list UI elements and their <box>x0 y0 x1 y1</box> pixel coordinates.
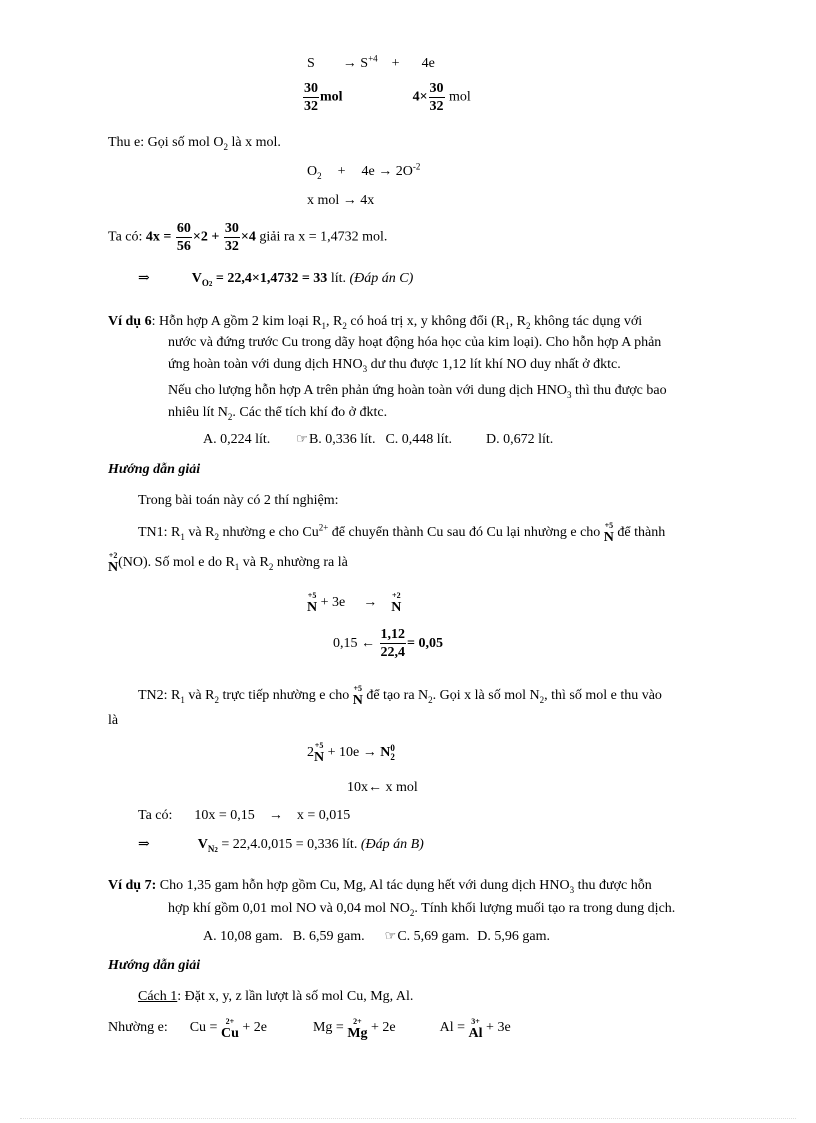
option-b: B. 6,59 gam. <box>292 929 365 944</box>
arrow: ← <box>361 636 375 651</box>
text: + <box>391 56 400 71</box>
text: Ta có: <box>108 229 143 245</box>
oxidation-number: +5 <box>604 521 614 530</box>
subscript: 2 <box>223 141 228 152</box>
subscript: 2 <box>428 694 433 705</box>
equation-electron-donation <box>108 1014 511 1042</box>
text: TN2: R <box>138 688 181 703</box>
text: 4× <box>412 89 428 105</box>
text: 10x <box>347 780 368 795</box>
element-symbol: N <box>307 600 318 615</box>
oxidation-number: 3+ <box>471 1017 480 1026</box>
oxidation-symbol <box>391 592 401 616</box>
text: , R <box>326 314 343 329</box>
answer-label: (Đáp án B) <box>360 837 424 852</box>
text: ×4 <box>240 229 256 245</box>
text: và R <box>184 688 215 703</box>
subscript: 2 <box>526 320 531 331</box>
text: x mol <box>307 193 340 208</box>
text: để tạo ra N <box>362 688 429 703</box>
oxidation-symbol <box>604 522 614 546</box>
denominator: 32 <box>304 99 318 114</box>
arrow: → <box>362 745 377 760</box>
paragraph-two-experiments: Trong bài toán này có 2 thí nghiệm: <box>138 493 339 508</box>
arrow: → <box>378 164 393 179</box>
text: mol <box>449 89 471 105</box>
pointing-hand-icon: ☞ <box>296 431 308 446</box>
oxidation-symbol <box>353 685 363 709</box>
example-6-line-5 <box>168 404 387 422</box>
text: thu được hỗn <box>574 878 652 893</box>
oxidation-symbol <box>307 592 317 616</box>
option-d: D. 0,672 lít. <box>485 432 554 447</box>
text: 4e <box>421 56 435 71</box>
element-symbol: N <box>391 600 402 615</box>
text: = 22,4.0,015 = 0,336 lít. <box>217 837 361 852</box>
oxidation-number: +5 <box>314 741 324 750</box>
equation-balance <box>108 220 387 255</box>
text: giải ra x = 1,4732 mol. <box>255 229 388 245</box>
arrow: → <box>363 595 378 610</box>
element-symbol: N <box>108 560 119 575</box>
text: Mg = <box>312 1020 344 1035</box>
element-symbol: Mg <box>347 1026 368 1041</box>
text: 2 <box>214 845 218 854</box>
text: + 3e <box>317 595 346 610</box>
element-symbol: N <box>352 693 363 708</box>
text: Nếu cho lượng hỗn hợp A trên phản ứng hoàn toàn với dung dịch HNO <box>168 383 567 398</box>
oxidation-number: +2 <box>108 551 118 560</box>
pointing-hand-icon: ☞ <box>384 928 397 943</box>
arrow: → <box>268 808 283 823</box>
result-volume-o2 <box>138 270 413 288</box>
text: = 22,4×1,4732 = 33 <box>212 271 328 286</box>
fraction <box>224 220 240 255</box>
element-symbol: Cu <box>220 1026 239 1041</box>
subscript: 3 <box>569 884 575 895</box>
subscript <box>208 844 218 854</box>
superscript: -2 <box>412 161 421 172</box>
text: là x mol. <box>228 135 281 150</box>
oxidation-symbol <box>469 1018 483 1042</box>
paragraph-tn1-line-2 <box>108 550 348 576</box>
text: N <box>380 745 391 760</box>
denominator: 32 <box>429 99 444 114</box>
option-b: B. 0,336 lít. <box>308 432 376 447</box>
text: . Tính khối lượng muối tạo ra trong dung dịch. <box>414 901 676 916</box>
subscript: 1 <box>180 531 185 542</box>
text: có hoá trị x, y không đổi (R <box>346 314 506 329</box>
oxidation-symbol <box>314 742 324 766</box>
text: ×2 + <box>192 229 220 245</box>
subscript: 1 <box>505 320 510 331</box>
text: 4x = <box>145 229 172 245</box>
text: Cho 1,35 gam hỗn hợp gồm Cu, Mg, Al tác dụng hết với dung dịch HNO <box>156 878 570 893</box>
text: N <box>207 843 215 854</box>
text: 4e <box>361 164 375 179</box>
text: 4x <box>360 193 375 208</box>
oxidation-number: 2+ <box>225 1017 235 1026</box>
text: (NO). Số mol e do R <box>118 555 235 570</box>
text: hợp khí gồm 0,01 mol NO và 0,04 mol NO <box>168 901 410 916</box>
option-c: C. 5,69 gam. <box>397 929 470 944</box>
text: S <box>307 56 315 71</box>
implies-symbol: ⇒ <box>138 837 150 852</box>
fraction <box>429 80 445 115</box>
subscript <box>202 278 213 288</box>
option-a: A. 10,08 gam. <box>203 929 283 944</box>
text: V <box>191 271 202 286</box>
text: x mol <box>382 780 418 795</box>
text: 2 <box>208 279 213 288</box>
element-symbol: Al <box>468 1026 483 1041</box>
text: trực tiếp nhường e cho <box>218 688 353 703</box>
oxidation-number: +2 <box>392 591 401 600</box>
element-symbol: N <box>314 750 325 765</box>
text: và R <box>184 525 215 540</box>
text: + <box>337 164 346 179</box>
text: mol <box>320 89 343 105</box>
text: , R <box>509 314 526 329</box>
text: + 10e <box>324 745 360 760</box>
text: không tác dụng với <box>530 314 643 329</box>
text: ứng hoàn toàn với dung dịch HNO <box>168 357 363 372</box>
example-6-line-3 <box>168 356 621 374</box>
fraction <box>176 220 192 255</box>
text: nhiêu lít N <box>168 405 228 420</box>
text: : Đặt x, y, z lần lượt là số mol Cu, Mg, Al. <box>177 989 414 1004</box>
oxidation-number: +5 <box>353 684 363 693</box>
text: và R <box>239 555 269 570</box>
subscript: 1 <box>180 694 185 705</box>
text: TN1: R <box>138 525 181 540</box>
example-6-options <box>203 430 553 449</box>
denominator: 56 <box>176 239 191 254</box>
subscript: 1 <box>234 561 240 572</box>
text: nhường e cho Cu <box>218 525 319 540</box>
subscript: 2 <box>214 694 219 705</box>
fraction <box>303 80 319 115</box>
equation-tn1-moles <box>333 626 443 662</box>
text: . Gọi x là số mol N <box>432 688 540 703</box>
sup-sub-stack <box>390 744 395 762</box>
text: 2O <box>395 164 413 179</box>
numerator: 30 <box>429 81 444 96</box>
paragraph-tn1-line-1 <box>138 520 665 546</box>
implies-symbol: ⇒ <box>138 271 150 286</box>
subscript: 2 <box>268 561 274 572</box>
text: nhường ra là <box>273 555 348 570</box>
superscript: +4 <box>368 53 378 64</box>
method-label: Cách 1 <box>138 989 178 1004</box>
subscript: 3 <box>362 363 368 374</box>
equation-o2-reduction <box>307 163 420 181</box>
oxidation-symbol <box>347 1018 367 1042</box>
paragraph-tn2-line-1 <box>138 683 662 709</box>
subscript: 3 <box>567 389 572 400</box>
numerator: 1,12 <box>380 627 405 643</box>
fraction <box>380 626 407 661</box>
subscript: 2 <box>390 751 395 762</box>
subscript: 2 <box>409 907 415 918</box>
page-bottom-rule <box>20 1118 796 1119</box>
result-volume-n2 <box>138 836 424 854</box>
example-7-line-2 <box>168 900 675 918</box>
arrow: ← <box>368 780 382 795</box>
element-symbol: N <box>603 530 614 545</box>
oxidation-symbol <box>221 1018 239 1042</box>
paragraph-thu-e <box>108 134 281 152</box>
example-6-line-1 <box>108 313 642 331</box>
subscript: 2 <box>342 320 347 331</box>
text: Thu e: Gọi số mol O <box>108 135 224 150</box>
example-7-line-1 <box>108 877 652 895</box>
subscript: 2 <box>317 170 322 181</box>
option-d: D. 5,96 gam. <box>477 929 550 944</box>
text: + 2e <box>371 1020 396 1035</box>
text: . Các thể tích khí đo ở đktc. <box>232 405 388 420</box>
text: = 0,05 <box>407 636 443 651</box>
text: + 2e <box>242 1020 267 1035</box>
equation-solve-x <box>138 807 350 825</box>
example-7-options <box>203 927 550 946</box>
text: để thành <box>613 525 666 540</box>
example-label: Ví dụ 6 <box>108 314 152 329</box>
numerator: 30 <box>224 221 239 236</box>
text: 10x = 0,15 <box>194 808 255 823</box>
numerator: 30 <box>304 81 318 96</box>
denominator: 22,4 <box>380 645 405 661</box>
text: lít. <box>327 271 350 286</box>
subscript: 2 <box>214 531 219 542</box>
superscript: 2+ <box>318 522 329 533</box>
superscript: 0 <box>390 742 395 753</box>
paragraph-method-1 <box>138 988 413 1006</box>
equation-s-oxidation <box>307 55 435 73</box>
oxidation-symbol <box>108 552 118 576</box>
subscript: 2 <box>227 411 233 422</box>
example-6-line-2 <box>168 334 661 352</box>
text: Nhường e: <box>108 1020 168 1035</box>
example-6-line-4 <box>168 382 667 400</box>
text: O <box>307 164 318 179</box>
subscript: 2 <box>539 694 545 705</box>
arrow: → <box>342 193 357 208</box>
text: + 3e <box>486 1020 511 1035</box>
equation-tn2-moles <box>347 779 418 797</box>
paragraph-tn2-line-2: là <box>108 713 119 728</box>
equation-n5-to-n2 <box>307 590 401 616</box>
text: x = 0,015 <box>296 808 351 823</box>
equation-n5-to-n2-gas <box>307 740 395 766</box>
equation-s-moles <box>302 80 471 115</box>
subscript: 1 <box>321 320 327 331</box>
arrow: → <box>342 56 357 71</box>
text: nước và đứng trước Cu trong dãy hoạt động hóa học của kim loại). Cho hỗn hợp A phản <box>168 335 662 350</box>
text: S <box>360 56 369 71</box>
answer-label: (Đáp án C) <box>349 271 414 286</box>
text: Cu = <box>189 1020 218 1035</box>
text: V <box>197 837 208 852</box>
text: thì thu được bao <box>571 383 667 398</box>
oxidation-number: +5 <box>307 591 317 600</box>
text: : Hỗn hợp A gồm 2 kim loại R <box>151 314 322 329</box>
text: , thì số mol e thu vào <box>544 688 662 703</box>
text: để chuyển thành Cu sau đó Cu lại nhường e cho <box>328 525 604 540</box>
text: Ta có: <box>138 808 173 823</box>
option-c: C. 0,448 lít. <box>385 432 452 447</box>
denominator: 32 <box>224 239 239 254</box>
option-a: A. 0,224 lít. <box>203 432 271 447</box>
section-heading-solution-2: Hướng dẫn giải <box>108 958 201 973</box>
numerator: 60 <box>176 221 191 236</box>
section-heading-solution: Hướng dẫn giải <box>108 462 201 477</box>
example-label: Ví dụ 7: <box>108 878 157 893</box>
text: dư thu được 1,12 lít khí NO duy nhất ở đktc. <box>367 357 621 372</box>
text: Al = <box>439 1020 466 1035</box>
text: 2 <box>307 745 314 760</box>
oxidation-number: 2+ <box>353 1017 362 1026</box>
equation-o2-moles <box>307 192 374 210</box>
text: O <box>201 277 209 288</box>
text: 0,15 <box>333 636 358 651</box>
